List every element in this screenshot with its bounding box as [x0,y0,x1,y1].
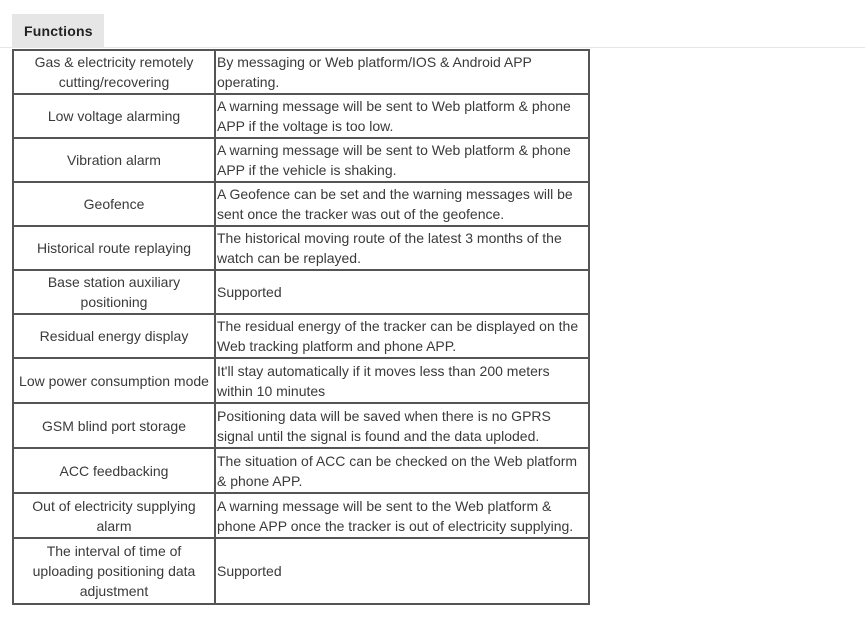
table-row [13,493,589,538]
function-description: Supported [215,270,589,314]
table-row [13,94,589,138]
function-description: By messaging or Web platform/IOS & Android APP operating. [215,50,589,94]
table-row [13,448,589,493]
function-name: Residual energy display [13,314,215,358]
function-name: GSM blind port storage [13,403,215,448]
table-row [13,50,589,94]
function-name: Base station auxiliary positioning [13,270,215,314]
tab-functions[interactable]: Functions [12,14,104,48]
function-name: Low power consumption mode [13,358,215,403]
table-row [13,403,589,448]
function-name: Gas & electricity remotely cutting/recovering [13,50,215,94]
function-description: A Geofence can be set and the warning messages will be sent once the tracker was out of the geofence. [215,182,589,226]
function-description: Supported [215,538,589,604]
table-row [13,182,589,226]
function-description: A warning message will be sent to the Web platform & phone APP once the tracker is out of electricity supplying. [215,493,589,538]
table-row [13,314,589,358]
table-row [13,270,589,314]
table-row [13,538,589,604]
function-description: The situation of ACC can be checked on the Web platform & phone APP. [215,448,589,493]
table-row [13,226,589,270]
function-description: The historical moving route of the latest 3 months of the watch can be replayed. [215,226,589,270]
tab-bar [0,0,865,48]
functions-table [12,49,590,605]
function-description: Positioning data will be saved when there is no GPRS signal until the signal is found and the data uploded. [215,403,589,448]
function-description: The residual energy of the tracker can be displayed on the Web tracking platform and phone APP. [215,314,589,358]
function-description: A warning message will be sent to Web platform & phone APP if the voltage is too low. [215,94,589,138]
function-description: A warning message will be sent to Web platform & phone APP if the vehicle is shaking. [215,138,589,182]
function-name: ACC feedbacking [13,448,215,493]
function-name: Low voltage alarming [13,94,215,138]
function-name: Out of electricity supplying alarm [13,493,215,538]
function-name: Geofence [13,182,215,226]
function-name: The interval of time of uploading positioning data adjustment [13,538,215,604]
function-name: Vibration alarm [13,138,215,182]
function-description: It'll stay automatically if it moves less than 200 meters within 10 minutes [215,358,589,403]
function-name: Historical route replaying [13,226,215,270]
table-row [13,358,589,403]
table-row [13,138,589,182]
